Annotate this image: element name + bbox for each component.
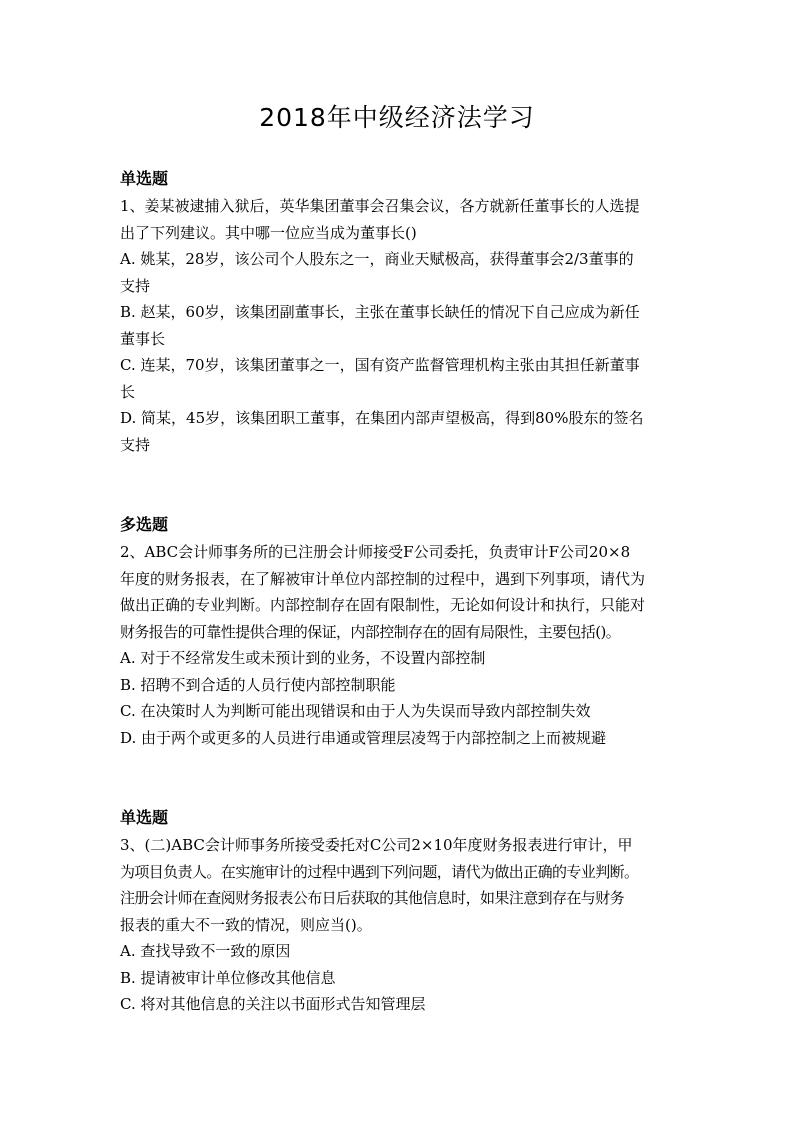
question-type-label: 单选题	[120, 169, 169, 188]
question-2	[120, 512, 680, 751]
option-a-continued: 支持	[120, 276, 151, 295]
option-d: D. 由于两个或更多的人员进行串通或管理层凌驾于内部控制之上而被规避	[120, 728, 607, 747]
option-b: B. 招聘不到合适的人员行使内部控制职能	[120, 675, 396, 694]
option-a: A. 姚某，28岁，该公司个人股东之一，商业天赋极高，获得董事会2/3董事的	[120, 250, 634, 268]
question-stem-line: 注册会计师在查阅财务报表公布日后获取的其他信息时，如果注意到存在与财务	[120, 889, 625, 907]
question-stem-line: 年度的财务报表，在了解被审计单位内部控制的过程中，遇到下列事项，请代为	[120, 569, 646, 588]
option-b: B. 赵某，60岁，该集团副董事长，主张在董事长缺任的情况下自己应成为新任	[120, 303, 640, 321]
question-stem-line: 3、(二)ABC会计师事务所接受委托对C公司2×10年度财务报表进行审计，甲	[120, 836, 633, 854]
question-stem-line: 2、ABC会计师事务所的已注册会计师接受F公司委托，负责审计F公司20×8	[120, 543, 631, 561]
option-a: A. 查找导致不一致的原因	[120, 942, 291, 960]
question-type-label: 单选题	[120, 808, 169, 827]
question-stem-line: 财务报告的可靠性提供合理的保证，内部控制存在的固有局限性，主要包括()。	[120, 622, 621, 641]
question-stem-line: 1、姜某被逮捕入狱后，英华集团董事会召集会议，各方就新任董事长的人选提	[120, 197, 640, 215]
question-type-label: 多选题	[120, 515, 169, 534]
question-stem-line: 为项目负责人。在实施审计的过程中遇到下列问题，请代为做出正确的专业判断。	[120, 862, 639, 881]
option-a: A. 对于不经常发生或未预计到的业务，不设置内部控制	[120, 649, 486, 667]
question-stem-line: 做出正确的专业判断。内部控制存在固有限制性，无论如何设计和执行，只能对	[120, 596, 646, 614]
question-stem-line: 出了下列建议。其中哪一位应当成为董事长()	[120, 223, 417, 242]
option-b-continued: 董事长	[120, 329, 166, 348]
question-stem-line: 报表的重大不一致的情况，则应当()。	[120, 915, 372, 934]
option-b: B. 提请被审计单位修改其他信息	[120, 968, 336, 987]
option-c-continued: 长	[120, 382, 136, 401]
option-c: C. 将对其他信息的关注以书面形式告知管理层	[120, 995, 426, 1013]
question-3	[120, 805, 680, 1018]
question-1	[120, 166, 680, 458]
option-d: D. 简某，45岁，该集团职工董事，在集团内部声望极高，得到80%股东的签名	[120, 409, 644, 427]
document-title: 2018年中级经济法学习	[259, 103, 535, 132]
option-c: C. 在决策时人为判断可能出现错误和由于人为失误而导致内部控制失效	[120, 702, 591, 720]
option-d-continued: 支持	[120, 435, 151, 454]
option-c: C. 连某，70岁，该集团董事之一，国有资产监督管理机构主张由其担任新董事	[120, 356, 640, 374]
